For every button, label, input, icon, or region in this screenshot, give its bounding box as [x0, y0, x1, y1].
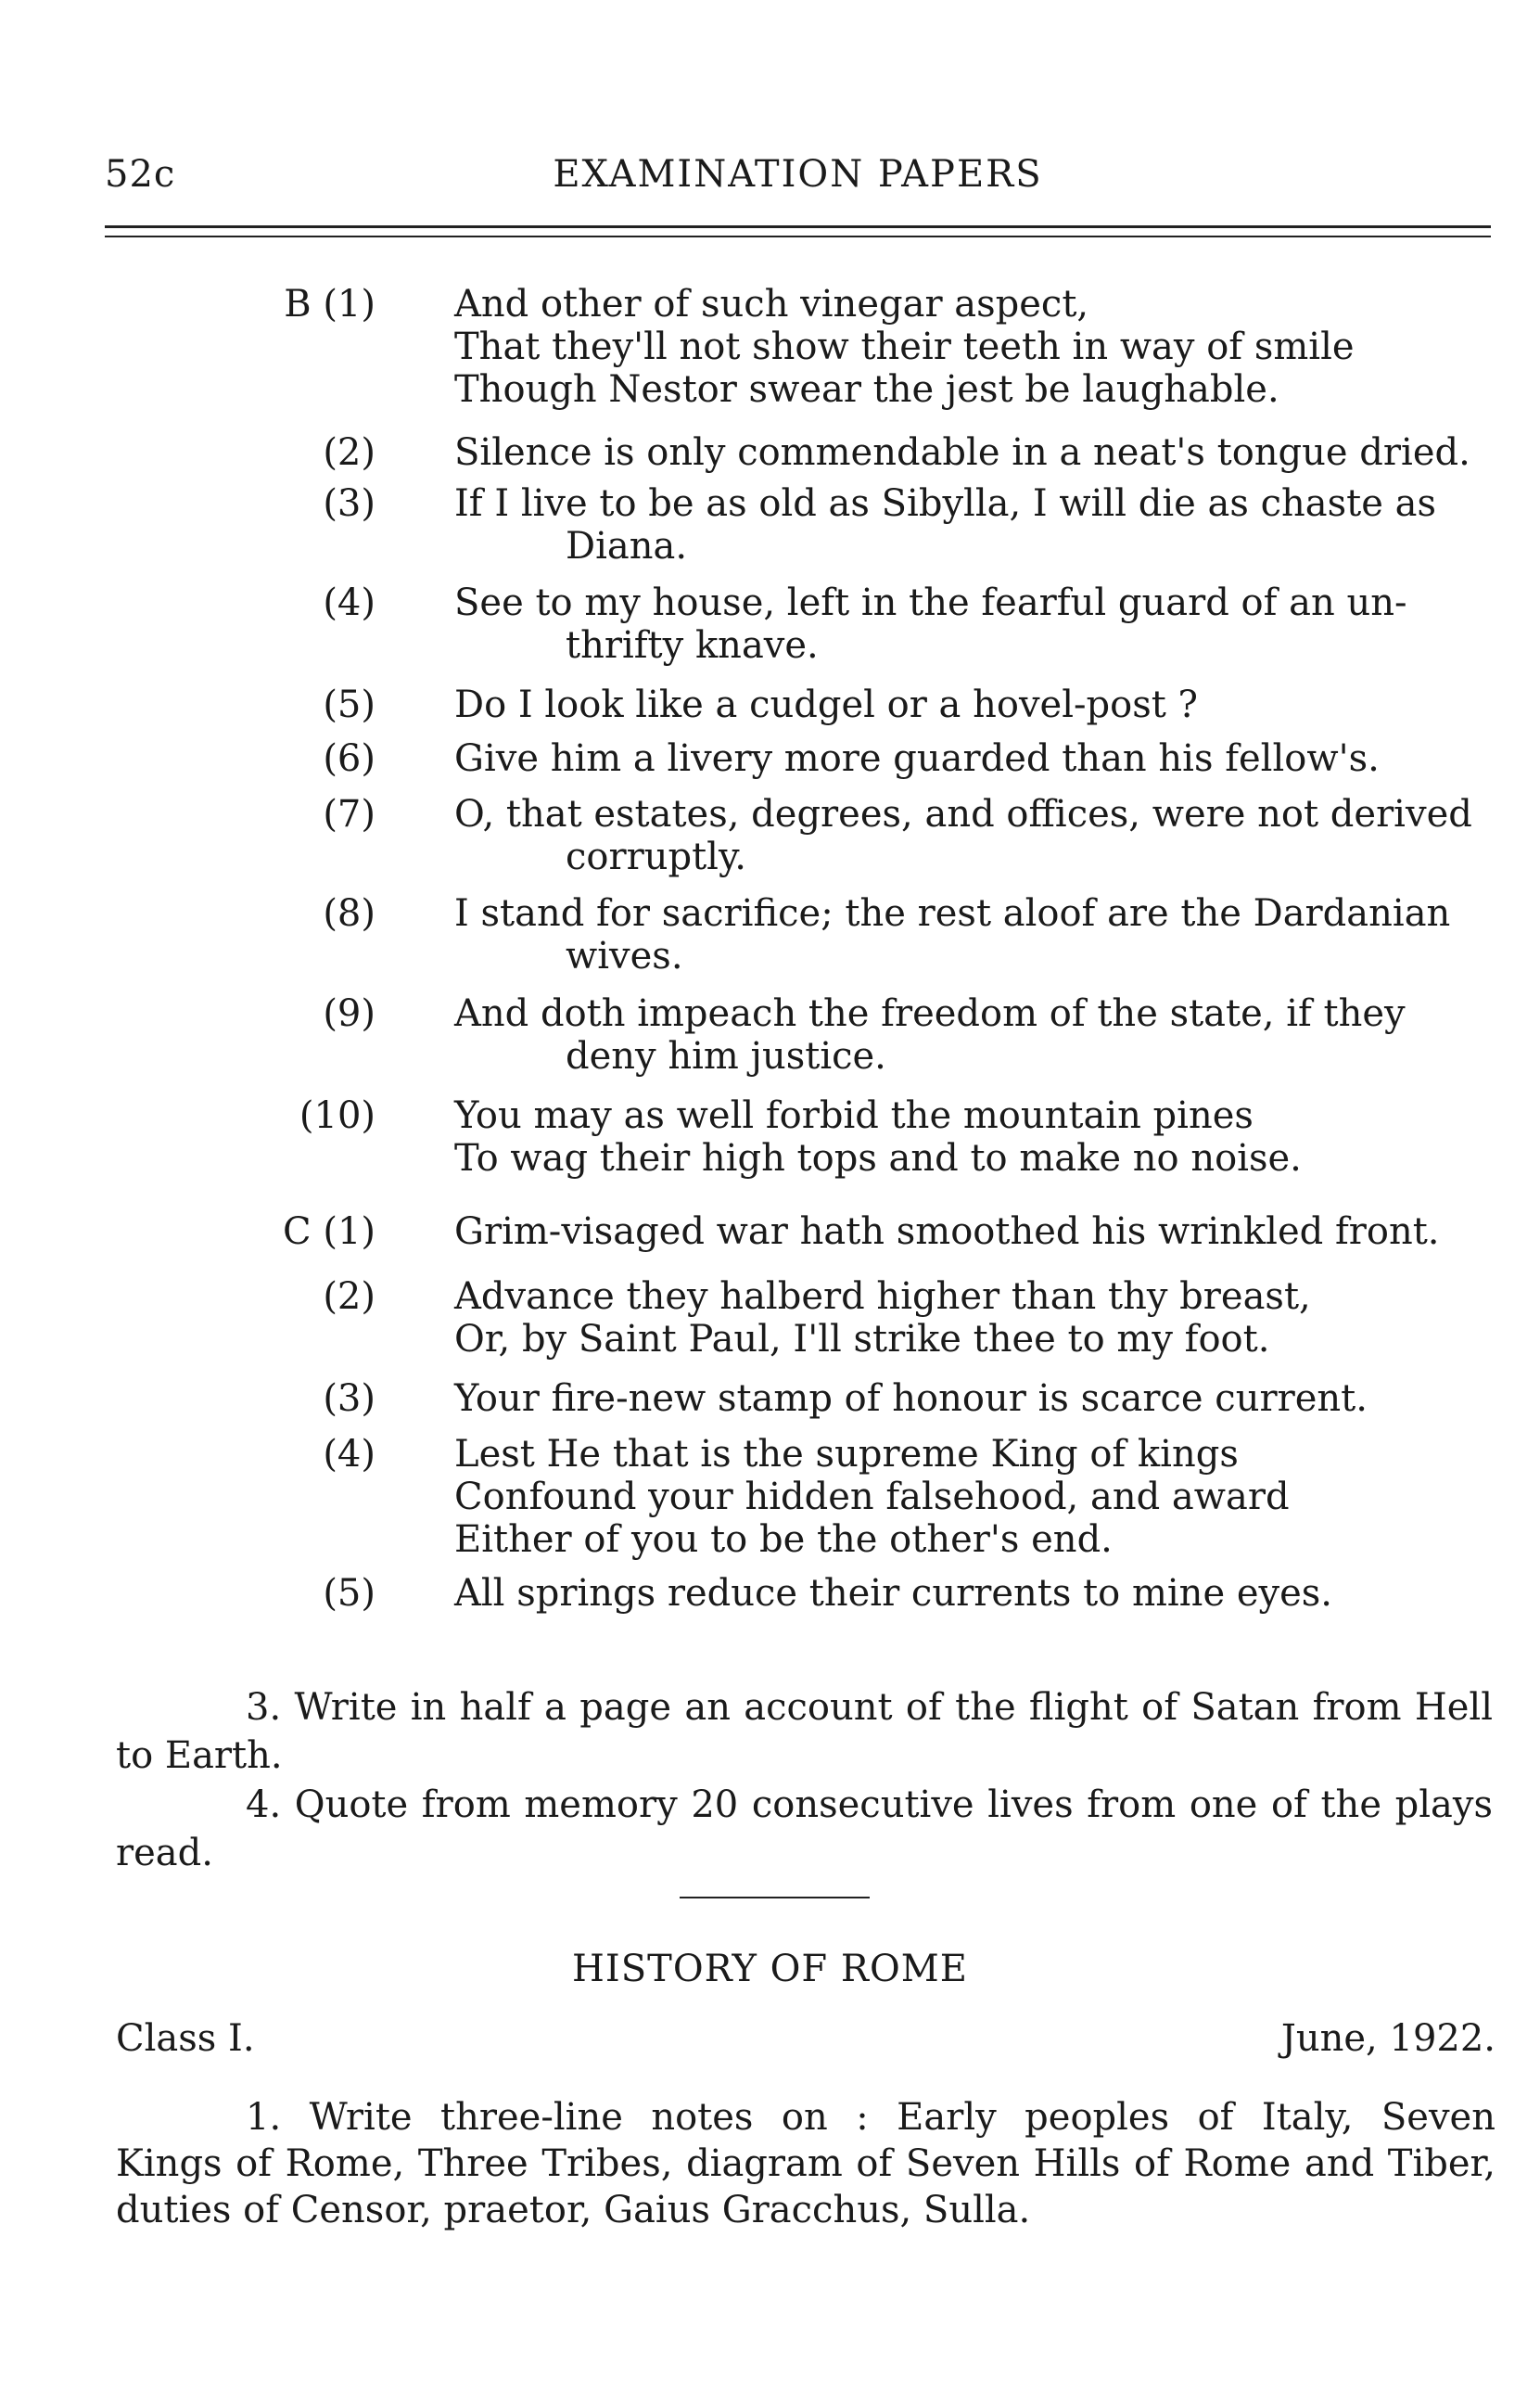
passage-label: (4)	[323, 1433, 375, 1476]
passage-line: Lest He that is the supreme King of kings	[454, 1433, 1239, 1476]
passage-label: (5)	[323, 1572, 375, 1615]
passage-label: (3)	[323, 482, 375, 525]
section-divider	[680, 1897, 870, 1898]
history-q1-line-2: Kings of Rome, Three Tribes, diagram of Seven Hills of Rome and Tiber,	[116, 2142, 1495, 2185]
passage-line: I stand for sacrifice; the rest aloof are the Dardanian	[454, 892, 1451, 935]
passage-line: Either of you to be the other's end.	[454, 1518, 1113, 1561]
passage-line: Or, by Saint Paul, I'll strike thee to my foot.	[454, 1318, 1270, 1361]
passage-text	[454, 1210, 1507, 1253]
question-4	[116, 1781, 1493, 1877]
header-rule-thick	[105, 225, 1491, 228]
passage-label: (2)	[323, 1275, 375, 1318]
section-title: HISTORY OF ROME	[572, 1948, 968, 1990]
passage-label: (6)	[323, 737, 375, 780]
passage-label: (8)	[323, 892, 375, 935]
passage-text	[454, 482, 1507, 568]
passage-continuation: wives.	[566, 935, 683, 978]
passage-continuation: corruptly.	[566, 836, 746, 878]
passage-line: If I live to be as old as Sibylla, I will die as chaste as	[454, 482, 1437, 525]
passage-label: (3)	[323, 1377, 375, 1420]
passage-label: (7)	[323, 793, 375, 836]
passage-label: (5)	[323, 684, 375, 726]
history-q1-line-3: duties of Censor, praetor, Gaius Gracchus, Sulla.	[116, 2189, 1031, 2231]
passage-line: See to my house, left in the fearful guard of an un-	[454, 582, 1407, 624]
exam-date: June, 1922.	[1280, 2017, 1495, 2060]
passage-label: (2)	[323, 431, 375, 474]
passage-text	[454, 992, 1507, 1078]
passage-line: Give him a livery more guarded than his fellow's.	[454, 737, 1380, 780]
passage-line: Advance they halberd higher than thy breast,	[454, 1275, 1311, 1318]
passage-text	[454, 1572, 1507, 1615]
passage-line: Your fire-new stamp of honour is scarce current.	[454, 1377, 1368, 1420]
page-header	[105, 153, 1491, 209]
history-question-1	[116, 2094, 1495, 2233]
passage-text	[454, 1377, 1507, 1420]
passage-line: You may as well forbid the mountain pines	[454, 1094, 1254, 1137]
class-label: Class I.	[116, 2017, 255, 2060]
passage-text	[454, 283, 1507, 411]
passage-line: And other of such vinegar aspect,	[454, 283, 1089, 326]
passage-line: To wag their high tops and to make no noise.	[454, 1137, 1302, 1180]
passage-text	[454, 892, 1507, 978]
passage-text	[454, 1275, 1507, 1361]
question-3-line-2: to Earth.	[116, 1734, 283, 1777]
passage-label: (4)	[323, 582, 375, 624]
question-3-line-1: 3. Write in half a page an account of the flight of Satan from Hell	[246, 1686, 1493, 1729]
passage-line: And doth impeach the freedom of the state, if they	[454, 992, 1406, 1035]
passage-label: (10)	[299, 1094, 375, 1137]
running-title: EXAMINATION PAPERS	[553, 153, 1043, 196]
passage-text	[454, 684, 1507, 726]
page-number: 52c	[105, 153, 176, 196]
passage-line: Do I look like a cudgel or a hovel-post ?	[454, 684, 1198, 726]
question-3	[116, 1683, 1493, 1780]
passage-text	[454, 431, 1507, 474]
passage-text	[454, 1433, 1507, 1561]
passage-line: O, that estates, degrees, and offices, were not derived	[454, 793, 1472, 836]
passage-label: (9)	[323, 992, 375, 1035]
passage-continuation: deny him justice.	[566, 1035, 886, 1078]
history-q1-line-1: 1. Write three-line notes on : Early peoples of Italy, Seven	[246, 2096, 1495, 2139]
passage-line: Though Nestor swear the jest be laughable.	[454, 368, 1279, 411]
header-rule-thin	[105, 236, 1491, 237]
passage-continuation: Diana.	[566, 525, 688, 568]
passage-line: Silence is only commendable in a neat's tongue dried.	[454, 431, 1470, 474]
passage-label: C (1)	[283, 1210, 375, 1253]
passage-text	[454, 737, 1507, 780]
passage-line: That they'll not show their teeth in way of smile	[454, 326, 1355, 368]
question-4-line-2: read.	[116, 1832, 213, 1874]
passage-line: Confound your hidden falsehood, and award	[454, 1476, 1290, 1518]
passage-text	[454, 582, 1507, 667]
passage-line: All springs reduce their currents to mine eyes.	[454, 1572, 1333, 1615]
question-4-line-1: 4. Quote from memory 20 consecutive lives from one of the plays	[246, 1783, 1493, 1826]
passage-continuation: thrifty knave.	[566, 624, 819, 667]
passage-line: Grim-visaged war hath smoothed his wrinkled front.	[454, 1210, 1440, 1253]
passage-text	[454, 793, 1507, 878]
passage-label: B (1)	[284, 283, 375, 326]
passage-text	[454, 1094, 1507, 1180]
